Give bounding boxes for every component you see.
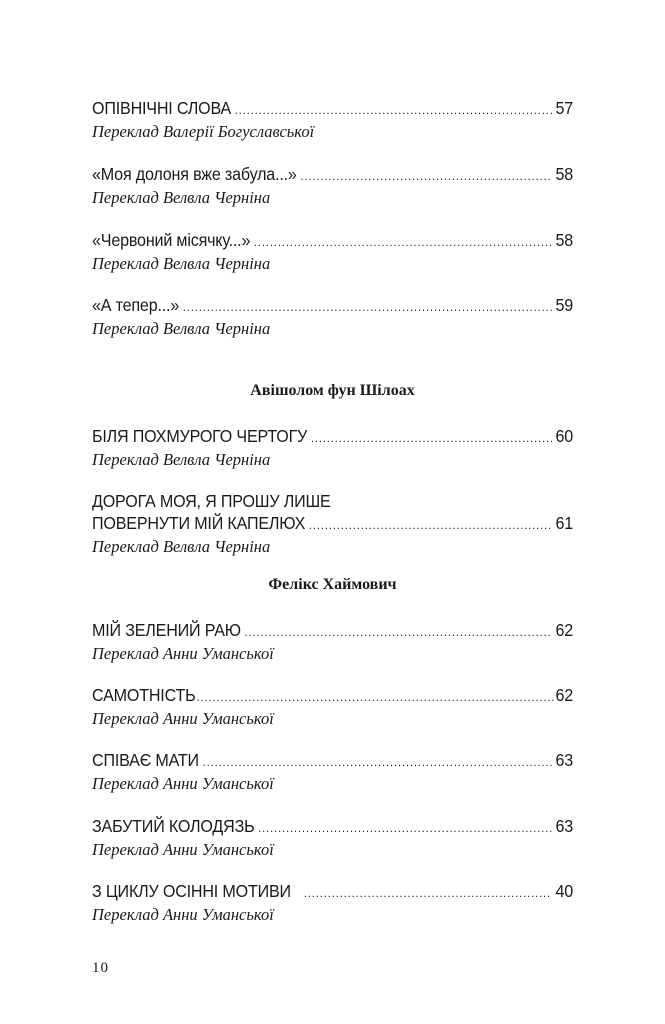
page-number: 10 — [92, 960, 109, 976]
toc-translator: Переклад Валерії Богуславської — [92, 122, 315, 141]
toc-title-line — [92, 880, 573, 904]
toc-title: БІЛЯ ПОХМУРОГО ЧЕРТОГУ — [92, 426, 308, 446]
toc-translator: Переклад Велвла Черніна — [92, 450, 271, 469]
toc-title: СПІВАЄ МАТИ — [92, 750, 199, 770]
section-author-heading: Авішолом фун Шілоах — [250, 382, 415, 399]
toc-title-continued: ПОВЕРНУТИ МІЙ КАПЕЛЮХ — [92, 513, 306, 533]
toc-entry — [92, 294, 573, 340]
toc-page: 63 — [555, 816, 574, 836]
toc-translator: Переклад Велвла Черніна — [92, 319, 271, 338]
toc-title-line — [92, 684, 573, 708]
toc-entry — [92, 619, 573, 665]
dot-leader — [311, 427, 552, 449]
toc-translator: Переклад Анни Уманської — [92, 709, 274, 728]
toc-entry — [92, 97, 573, 143]
toc-entry — [92, 490, 573, 558]
toc-translator: Переклад Велвла Черніна — [92, 188, 271, 207]
toc-translator: Переклад Анни Уманської — [92, 840, 274, 859]
dot-leader — [300, 165, 551, 187]
toc-translator: Переклад Велвла Черніна — [92, 537, 271, 556]
toc-page: 62 — [555, 685, 574, 705]
toc-title-line — [92, 815, 573, 839]
toc-title: З ЦИКЛУ ОСІННІ МОТИВИ — [92, 881, 291, 901]
dot-leader — [183, 296, 552, 318]
dot-leader — [309, 514, 552, 536]
dot-leader — [235, 99, 552, 121]
toc-translator: Переклад Анни Уманської — [92, 905, 274, 924]
toc-title: ОПІВНІЧНІ СЛОВА — [92, 98, 232, 118]
toc-title: «А тепер...» — [92, 295, 180, 315]
toc-translator: Переклад Анни Уманської — [92, 774, 274, 793]
dot-leader — [203, 751, 552, 773]
toc-title-line — [92, 294, 573, 318]
toc-page: 62 — [555, 620, 574, 640]
toc-page: 57 — [555, 98, 574, 118]
toc-entry — [92, 880, 573, 926]
toc-page: 61 — [555, 513, 574, 533]
toc-entry — [92, 163, 573, 209]
toc-page: 58 — [555, 230, 574, 250]
toc-title: САМОТНІСТЬ — [92, 685, 196, 705]
toc-title-line — [92, 163, 573, 187]
dot-leader — [304, 882, 552, 904]
toc-page: 60 — [555, 426, 574, 446]
dot-leader — [196, 686, 554, 708]
toc-entry — [92, 749, 573, 795]
toc-page: 59 — [555, 295, 574, 315]
toc-title-line — [92, 619, 573, 643]
toc-title: ЗАБУТИЙ КОЛОДЯЗЬ — [92, 816, 255, 836]
dot-leader — [254, 231, 552, 253]
toc-title-line — [92, 512, 573, 536]
dot-leader — [258, 817, 552, 839]
toc-entry — [92, 684, 573, 730]
toc-page: 40 — [555, 881, 574, 901]
toc-title: «Червоний місячку...» — [92, 230, 251, 250]
toc-title-line — [92, 425, 573, 449]
toc-translator: Переклад Анни Уманської — [92, 644, 274, 663]
toc-entry — [92, 425, 573, 471]
toc-title: МІЙ ЗЕЛЕНИЙ РАЮ — [92, 620, 241, 640]
toc-title: ДОРОГА МОЯ, Я ПРОШУ ЛИШЕ — [92, 491, 331, 511]
section-author-heading: Фелікс Хаймович — [268, 576, 397, 593]
toc-title-line — [92, 749, 573, 773]
dot-leader — [245, 621, 552, 643]
toc-entry — [92, 229, 573, 275]
toc-page: 58 — [555, 164, 574, 184]
toc-title: «Моя долоня вже забула...» — [92, 164, 297, 184]
toc-title-line — [92, 97, 573, 121]
toc-entry — [92, 815, 573, 861]
toc-page: 63 — [555, 750, 574, 770]
toc-translator: Переклад Велвла Черніна — [92, 254, 271, 273]
toc-title-line — [92, 229, 573, 253]
